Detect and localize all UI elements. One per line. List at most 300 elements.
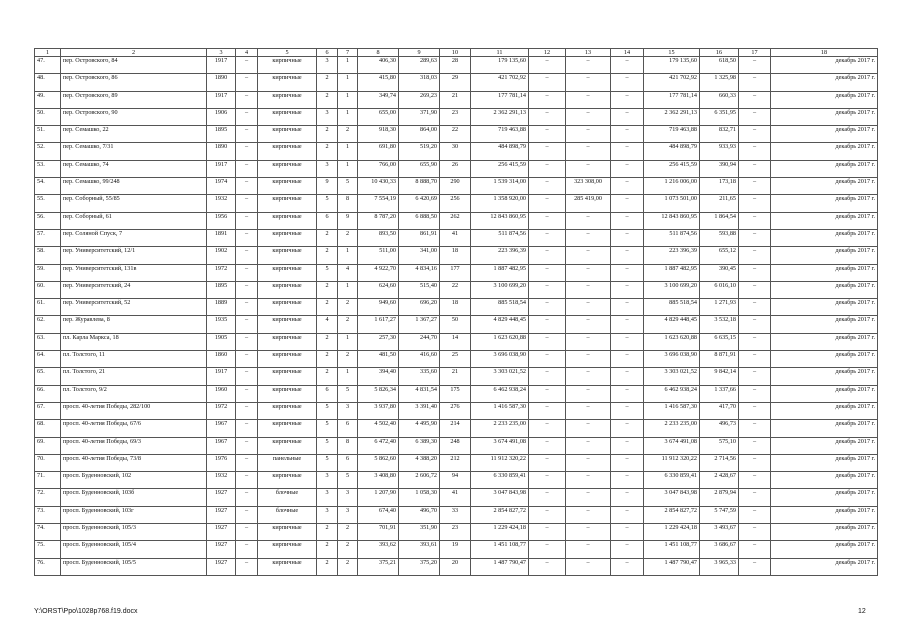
cell-col-17: –	[739, 351, 771, 368]
cell-col-10: 212	[440, 454, 471, 471]
cell-col-11: 4 829 448,45	[471, 316, 529, 333]
cell-col-11: 719 463,88	[471, 126, 529, 143]
cell-col-4: –	[236, 281, 258, 298]
cell-col-14: –	[611, 506, 644, 523]
table-row	[35, 160, 878, 177]
cell-col-7: 2	[338, 524, 358, 541]
cell-col-4: –	[236, 316, 258, 333]
cell-col-2: пер. Университетский, 52	[61, 299, 207, 316]
cell-col-9: 6 389,30	[399, 437, 440, 454]
cell-col-1: 73.	[35, 506, 61, 523]
cell-col-15: 3 100 699,20	[644, 281, 700, 298]
cell-col-14: –	[611, 126, 644, 143]
cell-col-12: –	[529, 333, 566, 350]
column-header-18: 18	[771, 49, 878, 57]
cell-col-8: 7 554,19	[358, 195, 399, 212]
cell-col-12: –	[529, 74, 566, 91]
cell-col-2: пер. Соборный, 55/85	[61, 195, 207, 212]
cell-col-3: 1902	[207, 247, 236, 264]
cell-col-10: 248	[440, 437, 471, 454]
cell-col-6: 9	[317, 178, 338, 195]
cell-col-16: 3 532,18	[700, 316, 739, 333]
cell-col-1: 76.	[35, 558, 61, 575]
column-header-7: 7	[338, 49, 358, 57]
cell-col-18: декабрь 2017 г.	[771, 437, 878, 454]
cell-col-13: –	[566, 541, 611, 558]
cell-col-15: 1 451 108,77	[644, 541, 700, 558]
cell-col-16: 660,33	[700, 91, 739, 108]
cell-col-17: –	[739, 178, 771, 195]
cell-col-1: 52.	[35, 143, 61, 160]
table-row	[35, 385, 878, 402]
cell-col-3: 1932	[207, 195, 236, 212]
cell-col-2: пер. Островского, 89	[61, 91, 207, 108]
cell-col-16: 3 493,67	[700, 524, 739, 541]
cell-col-12: –	[529, 420, 566, 437]
cell-col-10: 26	[440, 160, 471, 177]
column-header-13: 13	[566, 49, 611, 57]
cell-col-5: кирпичные	[258, 212, 317, 229]
cell-col-4: –	[236, 489, 258, 506]
cell-col-8: 624,60	[358, 281, 399, 298]
cell-col-4: –	[236, 524, 258, 541]
cell-col-4: –	[236, 368, 258, 385]
cell-col-17: –	[739, 506, 771, 523]
cell-col-3: 1927	[207, 558, 236, 575]
table-row	[35, 108, 878, 125]
cell-col-1: 47.	[35, 57, 61, 74]
cell-col-4: –	[236, 420, 258, 437]
cell-col-14: –	[611, 385, 644, 402]
cell-col-11: 256 415,59	[471, 160, 529, 177]
cell-col-18: декабрь 2017 г.	[771, 108, 878, 125]
cell-col-2: пл. Толстого, 9/2	[61, 385, 207, 402]
cell-col-8: 10 430,33	[358, 178, 399, 195]
cell-col-5: кирпичные	[258, 264, 317, 281]
cell-col-17: –	[739, 402, 771, 419]
table-row	[35, 126, 878, 143]
cell-col-8: 918,30	[358, 126, 399, 143]
cell-col-4: –	[236, 247, 258, 264]
cell-col-17: –	[739, 524, 771, 541]
cell-col-3: 1895	[207, 126, 236, 143]
cell-col-12: –	[529, 160, 566, 177]
cell-col-13: –	[566, 143, 611, 160]
cell-col-6: 2	[317, 558, 338, 575]
cell-col-5: кирпичные	[258, 160, 317, 177]
cell-col-5: кирпичные	[258, 229, 317, 246]
cell-col-16: 211,65	[700, 195, 739, 212]
cell-col-18: декабрь 2017 г.	[771, 299, 878, 316]
table-row	[35, 333, 878, 350]
cell-col-17: –	[739, 160, 771, 177]
cell-col-13: –	[566, 299, 611, 316]
cell-col-15: 2 854 827,72	[644, 506, 700, 523]
cell-col-13: –	[566, 472, 611, 489]
cell-col-16: 1 864,54	[700, 212, 739, 229]
table-row	[35, 281, 878, 298]
cell-col-6: 2	[317, 229, 338, 246]
cell-col-12: –	[529, 506, 566, 523]
cell-col-16: 832,71	[700, 126, 739, 143]
cell-col-7: 2	[338, 299, 358, 316]
cell-col-10: 94	[440, 472, 471, 489]
cell-col-11: 1 358 920,00	[471, 195, 529, 212]
cell-col-15: 6 462 938,24	[644, 385, 700, 402]
cell-col-2: просп. Буденновский, 103б	[61, 489, 207, 506]
cell-col-9: 696,20	[399, 299, 440, 316]
cell-col-3: 1927	[207, 506, 236, 523]
table-row	[35, 541, 878, 558]
cell-col-15: 1 073 501,00	[644, 195, 700, 212]
cell-col-4: –	[236, 541, 258, 558]
cell-col-12: –	[529, 351, 566, 368]
cell-col-10: 290	[440, 178, 471, 195]
column-number-row	[35, 49, 878, 57]
cell-col-4: –	[236, 74, 258, 91]
cell-col-3: 1891	[207, 229, 236, 246]
cell-col-7: 1	[338, 74, 358, 91]
cell-col-14: –	[611, 195, 644, 212]
cell-col-15: 421 702,92	[644, 74, 700, 91]
cell-col-16: 6 635,15	[700, 333, 739, 350]
cell-col-18: декабрь 2017 г.	[771, 454, 878, 471]
cell-col-14: –	[611, 351, 644, 368]
cell-col-7: 5	[338, 385, 358, 402]
cell-col-17: –	[739, 195, 771, 212]
cell-col-1: 68.	[35, 420, 61, 437]
cell-col-18: декабрь 2017 г.	[771, 506, 878, 523]
cell-col-6: 2	[317, 74, 338, 91]
column-header-4: 4	[236, 49, 258, 57]
cell-col-1: 63.	[35, 333, 61, 350]
column-header-12: 12	[529, 49, 566, 57]
cell-col-11: 1 487 790,47	[471, 558, 529, 575]
cell-col-16: 933,93	[700, 143, 739, 160]
cell-col-14: –	[611, 472, 644, 489]
cell-col-17: –	[739, 454, 771, 471]
cell-col-3: 1860	[207, 351, 236, 368]
cell-col-6: 4	[317, 316, 338, 333]
cell-col-2: просп. 40-летия Победы, 282/100	[61, 402, 207, 419]
cell-col-12: –	[529, 264, 566, 281]
cell-col-18: декабрь 2017 г.	[771, 316, 878, 333]
cell-col-14: –	[611, 108, 644, 125]
cell-col-9: 864,00	[399, 126, 440, 143]
page-number: 12	[858, 608, 866, 615]
cell-col-18: декабрь 2017 г.	[771, 57, 878, 74]
cell-col-18: декабрь 2017 г.	[771, 229, 878, 246]
cell-col-12: –	[529, 368, 566, 385]
cell-col-16: 390,45	[700, 264, 739, 281]
cell-col-2: пер. Семашко, 74	[61, 160, 207, 177]
cell-col-1: 58.	[35, 247, 61, 264]
cell-col-14: –	[611, 143, 644, 160]
cell-col-11: 6 462 938,24	[471, 385, 529, 402]
document-path: Y:\ORST\Ppo\1028p768.f19.docx	[34, 608, 138, 615]
cell-col-11: 484 898,79	[471, 143, 529, 160]
cell-col-7: 6	[338, 454, 358, 471]
table-row	[35, 264, 878, 281]
cell-col-4: –	[236, 160, 258, 177]
cell-col-1: 48.	[35, 74, 61, 91]
cell-col-10: 41	[440, 229, 471, 246]
cell-col-2: просп. Буденновский, 102	[61, 472, 207, 489]
cell-col-10: 23	[440, 524, 471, 541]
cell-col-12: –	[529, 541, 566, 558]
cell-col-13: –	[566, 316, 611, 333]
cell-col-14: –	[611, 160, 644, 177]
cell-col-9: 4 831,54	[399, 385, 440, 402]
cell-col-15: 1 887 482,95	[644, 264, 700, 281]
cell-col-11: 3 100 699,20	[471, 281, 529, 298]
cell-col-9: 515,40	[399, 281, 440, 298]
table-row	[35, 143, 878, 160]
cell-col-14: –	[611, 420, 644, 437]
cell-col-16: 2 879,94	[700, 489, 739, 506]
cell-col-18: декабрь 2017 г.	[771, 472, 878, 489]
cell-col-7: 1	[338, 368, 358, 385]
cell-col-5: кирпичные	[258, 247, 317, 264]
cell-col-4: –	[236, 437, 258, 454]
cell-col-6: 2	[317, 351, 338, 368]
cell-col-8: 8 787,20	[358, 212, 399, 229]
cell-col-7: 1	[338, 57, 358, 74]
cell-col-11: 421 702,92	[471, 74, 529, 91]
cell-col-9: 393,61	[399, 541, 440, 558]
cell-col-18: декабрь 2017 г.	[771, 524, 878, 541]
cell-col-4: –	[236, 195, 258, 212]
cell-col-14: –	[611, 281, 644, 298]
cell-col-17: –	[739, 57, 771, 74]
cell-col-12: –	[529, 454, 566, 471]
cell-col-18: декабрь 2017 г.	[771, 541, 878, 558]
cell-col-11: 3 674 491,08	[471, 437, 529, 454]
cell-col-13: 323 308,00	[566, 178, 611, 195]
cell-col-11: 511 874,56	[471, 229, 529, 246]
table-row	[35, 558, 878, 575]
cell-col-18: декабрь 2017 г.	[771, 402, 878, 419]
cell-col-11: 1 539 314,00	[471, 178, 529, 195]
cell-col-14: –	[611, 264, 644, 281]
cell-col-10: 177	[440, 264, 471, 281]
cell-col-14: –	[611, 454, 644, 471]
cell-col-10: 20	[440, 558, 471, 575]
cell-col-14: –	[611, 74, 644, 91]
cell-col-5: кирпичные	[258, 178, 317, 195]
cell-col-5: кирпичные	[258, 385, 317, 402]
cell-col-2: пер. Островского, 86	[61, 74, 207, 91]
cell-col-6: 5	[317, 402, 338, 419]
cell-col-8: 3 408,80	[358, 472, 399, 489]
table-row	[35, 212, 878, 229]
cell-col-8: 893,50	[358, 229, 399, 246]
cell-col-1: 75.	[35, 541, 61, 558]
cell-col-17: –	[739, 368, 771, 385]
cell-col-6: 2	[317, 541, 338, 558]
column-header-5: 5	[258, 49, 317, 57]
cell-col-11: 3 047 843,98	[471, 489, 529, 506]
cell-col-14: –	[611, 57, 644, 74]
cell-col-5: кирпичные	[258, 299, 317, 316]
cell-col-16: 593,88	[700, 229, 739, 246]
cell-col-13: –	[566, 212, 611, 229]
cell-col-3: 1927	[207, 489, 236, 506]
cell-col-2: пл. Карла Маркса, 18	[61, 333, 207, 350]
cell-col-2: пер. Семашко, 99/248	[61, 178, 207, 195]
cell-col-13: –	[566, 506, 611, 523]
cell-col-13: –	[566, 524, 611, 541]
cell-col-12: –	[529, 126, 566, 143]
cell-col-2: пер. Островского, 90	[61, 108, 207, 125]
cell-col-18: декабрь 2017 г.	[771, 143, 878, 160]
cell-col-11: 1 623 620,88	[471, 333, 529, 350]
column-header-6: 6	[317, 49, 338, 57]
cell-col-16: 2 428,67	[700, 472, 739, 489]
cell-col-5: кирпичные	[258, 368, 317, 385]
cell-col-17: –	[739, 472, 771, 489]
cell-col-9: 1 367,27	[399, 316, 440, 333]
cell-col-8: 701,91	[358, 524, 399, 541]
cell-col-6: 2	[317, 281, 338, 298]
table-row	[35, 178, 878, 195]
cell-col-11: 179 135,60	[471, 57, 529, 74]
cell-col-10: 21	[440, 368, 471, 385]
cell-col-11: 12 843 860,95	[471, 212, 529, 229]
cell-col-16: 1 271,93	[700, 299, 739, 316]
cell-col-15: 6 330 859,41	[644, 472, 700, 489]
cell-col-10: 276	[440, 402, 471, 419]
cell-col-15: 12 843 860,95	[644, 212, 700, 229]
cell-col-3: 1935	[207, 316, 236, 333]
cell-col-8: 1 207,90	[358, 489, 399, 506]
cell-col-12: –	[529, 91, 566, 108]
cell-col-5: кирпичные	[258, 472, 317, 489]
cell-col-8: 691,80	[358, 143, 399, 160]
cell-col-14: –	[611, 368, 644, 385]
cell-col-14: –	[611, 178, 644, 195]
cell-col-4: –	[236, 506, 258, 523]
cell-col-13: –	[566, 160, 611, 177]
cell-col-10: 256	[440, 195, 471, 212]
cell-col-10: 22	[440, 126, 471, 143]
column-header-3: 3	[207, 49, 236, 57]
cell-col-6: 2	[317, 247, 338, 264]
cell-col-7: 5	[338, 472, 358, 489]
cell-col-6: 2	[317, 524, 338, 541]
cell-col-14: –	[611, 489, 644, 506]
cell-col-8: 257,30	[358, 333, 399, 350]
cell-col-2: просп. Буденновский, 105/5	[61, 558, 207, 575]
cell-col-13: –	[566, 57, 611, 74]
table-row	[35, 420, 878, 437]
cell-col-12: –	[529, 385, 566, 402]
cell-col-10: 18	[440, 299, 471, 316]
cell-col-3: 1927	[207, 541, 236, 558]
cell-col-3: 1917	[207, 368, 236, 385]
cell-col-6: 3	[317, 108, 338, 125]
cell-col-12: –	[529, 212, 566, 229]
cell-col-8: 1 617,27	[358, 316, 399, 333]
table-row	[35, 489, 878, 506]
cell-col-7: 9	[338, 212, 358, 229]
cell-col-7: 2	[338, 558, 358, 575]
cell-col-17: –	[739, 126, 771, 143]
cell-col-15: 179 135,60	[644, 57, 700, 74]
table-row	[35, 472, 878, 489]
cell-col-12: –	[529, 524, 566, 541]
column-header-15: 15	[644, 49, 700, 57]
cell-col-6: 2	[317, 126, 338, 143]
cell-col-18: декабрь 2017 г.	[771, 264, 878, 281]
cell-col-5: кирпичные	[258, 91, 317, 108]
table-row	[35, 247, 878, 264]
cell-col-10: 33	[440, 506, 471, 523]
cell-col-15: 3 303 021,52	[644, 368, 700, 385]
cell-col-16: 655,12	[700, 247, 739, 264]
cell-col-8: 349,74	[358, 91, 399, 108]
cell-col-17: –	[739, 558, 771, 575]
cell-col-17: –	[739, 281, 771, 298]
cell-col-12: –	[529, 247, 566, 264]
cell-col-16: 575,10	[700, 437, 739, 454]
cell-col-15: 1 229 424,18	[644, 524, 700, 541]
cell-col-11: 1 416 587,30	[471, 402, 529, 419]
table-row	[35, 351, 878, 368]
cell-col-16: 618,50	[700, 57, 739, 74]
cell-col-5: кирпичные	[258, 541, 317, 558]
column-header-2: 2	[61, 49, 207, 57]
cell-col-12: –	[529, 489, 566, 506]
cell-col-4: –	[236, 558, 258, 575]
cell-col-7: 1	[338, 160, 358, 177]
cell-col-11: 177 781,14	[471, 91, 529, 108]
cell-col-3: 1917	[207, 160, 236, 177]
cell-col-12: –	[529, 229, 566, 246]
cell-col-1: 55.	[35, 195, 61, 212]
cell-col-13: –	[566, 108, 611, 125]
cell-col-10: 29	[440, 74, 471, 91]
cell-col-9: 371,90	[399, 108, 440, 125]
cell-col-5: кирпичные	[258, 333, 317, 350]
cell-col-11: 1 229 424,18	[471, 524, 529, 541]
cell-col-2: просп. 40-летия Победы, 69/3	[61, 437, 207, 454]
cell-col-4: –	[236, 385, 258, 402]
cell-col-6: 2	[317, 333, 338, 350]
cell-col-1: 71.	[35, 472, 61, 489]
cell-col-17: –	[739, 74, 771, 91]
cell-col-12: –	[529, 143, 566, 160]
cell-col-17: –	[739, 108, 771, 125]
cell-col-17: –	[739, 229, 771, 246]
cell-col-5: кирпичные	[258, 402, 317, 419]
cell-col-15: 1 623 620,88	[644, 333, 700, 350]
cell-col-1: 74.	[35, 524, 61, 541]
cell-col-15: 11 912 320,22	[644, 454, 700, 471]
register-table	[34, 48, 877, 576]
cell-col-1: 66.	[35, 385, 61, 402]
cell-col-4: –	[236, 91, 258, 108]
cell-col-8: 4 922,70	[358, 264, 399, 281]
cell-col-18: декабрь 2017 г.	[771, 160, 878, 177]
table-row	[35, 299, 878, 316]
cell-col-6: 5	[317, 454, 338, 471]
cell-col-1: 65.	[35, 368, 61, 385]
column-header-8: 8	[358, 49, 399, 57]
cell-col-8: 5 862,60	[358, 454, 399, 471]
cell-col-5: кирпичные	[258, 558, 317, 575]
cell-col-11: 3 303 021,52	[471, 368, 529, 385]
